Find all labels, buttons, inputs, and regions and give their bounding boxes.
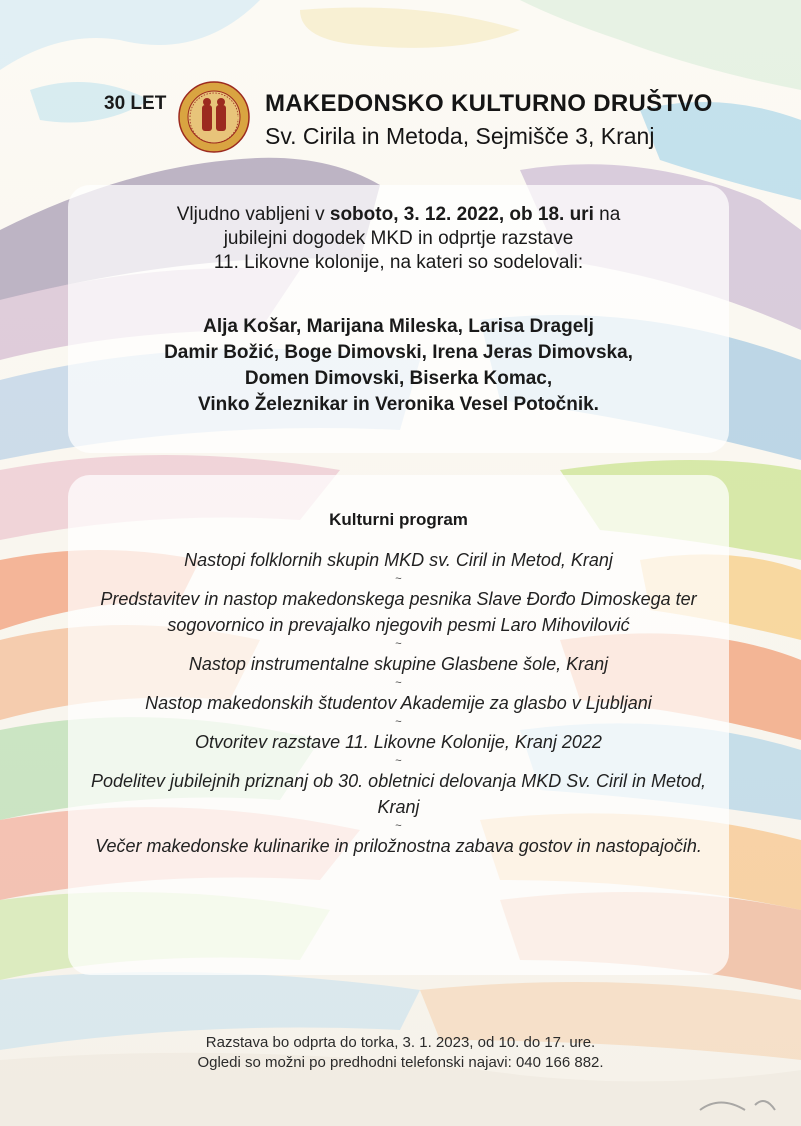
footer-note xyxy=(68,1033,733,1073)
participants-list xyxy=(68,314,729,418)
program-separator: ~ xyxy=(395,573,402,585)
anniversary-label: 30 LET xyxy=(104,93,167,114)
event-date: soboto, 3. 12. 2022, ob 18. uri xyxy=(329,204,594,225)
participants-line: Vinko Železnikar in Veronika Vesel Potočnik. xyxy=(198,394,599,415)
program-item: Podelitev jubilejnih priznanj ob 30. obletnici delovanja MKD Sv. Ciril in Metod, Kranj xyxy=(91,771,706,817)
program-list xyxy=(88,547,709,859)
program-item: Predstavitev in nastop makedonskega pesnika Slave Đorđo Dimoskega ter sogovornico in prevajalko njegovih pesmi Laro Mihovilović xyxy=(100,589,697,635)
program-item: Otvoritev razstave 11. Likovne Kolonije, Kranj 2022 xyxy=(195,732,602,752)
program-separator: ~ xyxy=(395,755,402,767)
program-item: Nastop instrumentalne skupine Glasbene šole, Kranj xyxy=(188,654,609,674)
organization-address: Sv. Cirila in Metoda, Sejmišče 3, Kranj xyxy=(265,123,655,149)
invitation-line-1 xyxy=(68,203,729,227)
program-item: Večer makedonske kulinarike in priložnostna zabava gostov in nastopajočih. xyxy=(95,836,702,856)
program-heading: Kulturni program xyxy=(329,510,468,529)
program-separator: ~ xyxy=(395,820,402,832)
program-separator: ~ xyxy=(395,716,402,728)
organization-title: MAKEDONSKO KULTURNO DRUŠTVO xyxy=(265,90,713,117)
program-separator: ~ xyxy=(395,638,402,650)
participants-line: Domen Dimovski, Biserka Komac, xyxy=(244,368,553,389)
visit-contact: Ogledi so možni po predhodni telefonski najavi: 040 166 882. xyxy=(197,1054,604,1071)
invitation-prefix: Vljudno vabljeni v xyxy=(176,204,330,225)
society-seal-logo xyxy=(178,81,250,153)
participants-line: Damir Božić, Boge Dimovski, Irena Jeras Dimovska, xyxy=(164,342,633,363)
invitation-line-2: jubilejni dogodek MKD in odprtje razstave xyxy=(223,228,574,249)
invitation-line-3: 11. Likovne kolonije, na kateri so sodelovali: xyxy=(213,252,584,273)
invitation-suffix: na xyxy=(593,204,621,225)
invitation-text xyxy=(68,203,729,275)
header xyxy=(0,78,801,158)
participants-line: Alja Košar, Marijana Mileska, Larisa Dragelj xyxy=(203,316,594,337)
program-item: Nastop makedonskih študentov Akademije za glasbo v Ljubljani xyxy=(145,693,652,713)
program-item: Nastopi folklornih skupin MKD sv. Ciril in Metod, Kranj xyxy=(184,550,613,570)
exhibition-dates: Razstava bo odprta do torka, 3. 1. 2023, od 10. do 17. ure. xyxy=(205,1034,596,1051)
program-separator: ~ xyxy=(395,677,402,689)
